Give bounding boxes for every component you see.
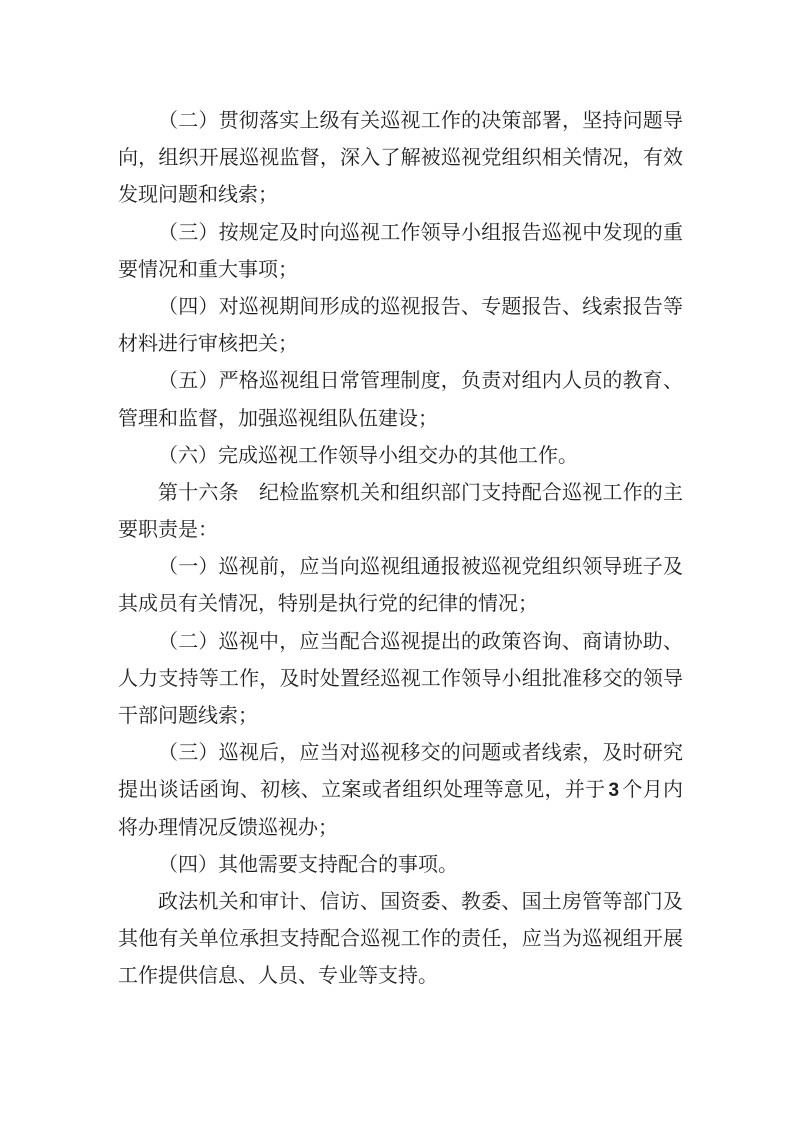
text-line: 人力支持等工作，及时处置经巡视工作领导小组批准移交的领导 — [118, 667, 683, 690]
paragraph — [118, 438, 683, 475]
text-line: 管理和监督，加强巡视组队伍建设； — [118, 407, 438, 430]
paragraph — [118, 735, 683, 847]
text-line: （一）巡视前，应当向巡视组通报被巡视党组织领导班子及 — [158, 556, 683, 579]
text-line: 材料进行审核把关； — [118, 333, 298, 356]
text-line: （四）其他需要支持配合的事项。 — [158, 853, 458, 876]
text-line: （六）完成巡视工作领导小组交办的其他工作。 — [158, 444, 578, 467]
text-line: 其成员有关情况，特别是执行党的纪律的情况； — [118, 593, 538, 616]
text-line: （二）贯彻落实上级有关巡视工作的决策部署，坚持问题导 — [158, 110, 683, 132]
paragraph — [118, 103, 683, 215]
text-line: 提出谈话函询、初核、立案或者组织处理等意见，并于 3 个月内 — [118, 779, 684, 802]
text-line: 政法机关和审计、信访、国资委、教委、国土房管等部门及 — [158, 890, 683, 913]
text-line: （三）巡视后，应当对巡视移交的问题或者线索，及时研究 — [158, 742, 683, 765]
paragraph — [118, 884, 683, 996]
text-line: （三）按规定及时向巡视工作领导小组报告巡视中发现的重 — [158, 221, 683, 244]
text-line: 其他有关单位承担支持配合巡视工作的责任，应当为巡视组开展 — [118, 928, 683, 951]
text-line: 将办理情况反馈巡视办； — [118, 816, 338, 839]
paragraph — [118, 549, 683, 623]
text-line: （五）严格巡视组日常管理制度，负责对组内人员的教育、 — [158, 370, 683, 393]
paragraph — [118, 475, 683, 549]
document-body — [118, 103, 683, 996]
text-line: 向，组织开展巡视监督，深入了解被巡视党组织相关情况，有效 — [118, 147, 683, 170]
text-line: 第十六条 纪检监察机关和组织部门支持配合巡视工作的主 — [158, 481, 683, 504]
text-line: 要职责是： — [118, 519, 218, 542]
paragraph — [118, 624, 683, 736]
text-line: 要情况和重大事项； — [118, 258, 298, 281]
text-line: 发现问题和线索； — [118, 184, 278, 207]
text-line: （四）对巡视期间形成的巡视报告、专题报告、线索报告等 — [158, 295, 683, 318]
paragraph — [118, 847, 683, 884]
paragraph — [118, 215, 683, 289]
numeral: 3 — [608, 780, 620, 802]
text-line: 干部问题线索； — [118, 705, 258, 727]
paragraph — [118, 289, 683, 363]
text-line: 工作提供信息、人员、专业等支持。 — [118, 965, 438, 988]
text-line: （二）巡视中，应当配合巡视提出的政策咨询、商请协助、 — [158, 630, 683, 653]
paragraph — [118, 363, 683, 437]
